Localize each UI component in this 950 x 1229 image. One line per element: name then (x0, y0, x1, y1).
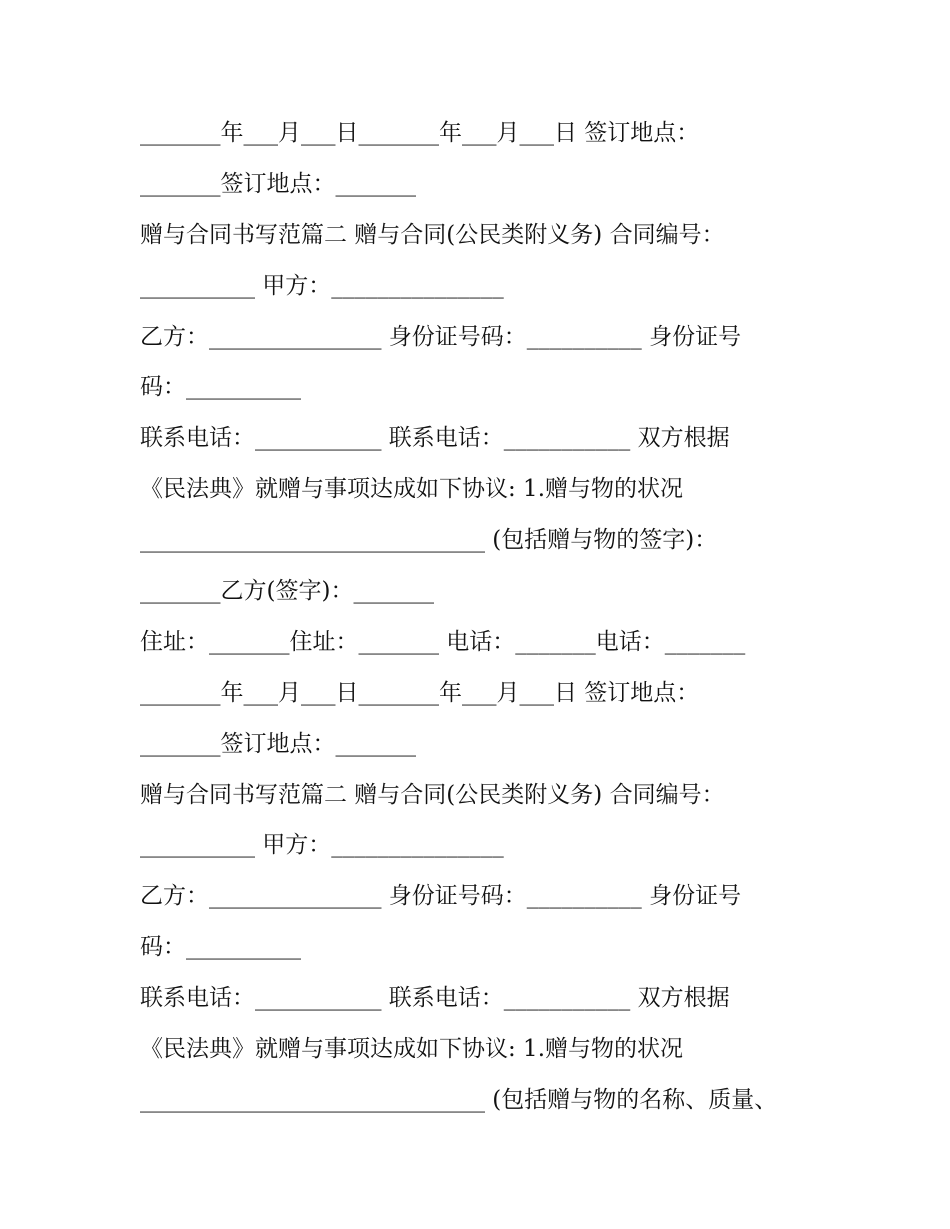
text-line: 赠与合同书写范篇二 赠与合同(公民类附义务) 合同编号： (140, 781, 725, 808)
text-line: 《民法典》就赠与事项达成如下协议: 1.赠与物的状况 (140, 1036, 684, 1063)
text-line: 联系电话：___________ 联系电话：___________ 双方根据 (140, 985, 730, 1012)
text-line: _______年___月___日_______年___月___日 签订地点： (140, 120, 700, 146)
text-line: 乙方：_______________ 身份证号码：__________ 身份证号 (140, 323, 742, 350)
text-line: 码：__________ (140, 934, 301, 961)
text-line: _______签订地点：_______ (140, 170, 416, 197)
text-line: 《民法典》就赠与事项达成如下协议: 1.赠与物的状况 (140, 476, 684, 503)
text-line: _______签订地点：_______ (140, 730, 416, 757)
text-line: 赠与合同书写范篇二 赠与合同(公民类附义务) 合同编号： (140, 221, 725, 248)
text-line: 联系电话：___________ 联系电话：___________ 双方根据 (140, 425, 730, 452)
text-line: 乙方：_______________ 身份证号码：__________ 身份证号 (140, 883, 742, 910)
text-line: ______________________________ (包括赠与物的名称、质量、 (140, 1086, 778, 1113)
text-line: _______乙方(签字)：_______ (140, 578, 434, 605)
text-line: 码：__________ (140, 374, 301, 401)
text-line: __________ 甲方：_______________ (140, 832, 504, 859)
document-body (140, 108, 820, 1126)
text-line: _______年___月___日_______年___月___日 签订地点： (140, 679, 700, 706)
text-line: __________ 甲方：_______________ (140, 272, 504, 299)
text-line: ______________________________ (包括赠与物的签字)： (140, 527, 718, 554)
text-line: 住址：_______住址：_______ 电话：_______电话：_______ (140, 628, 746, 655)
